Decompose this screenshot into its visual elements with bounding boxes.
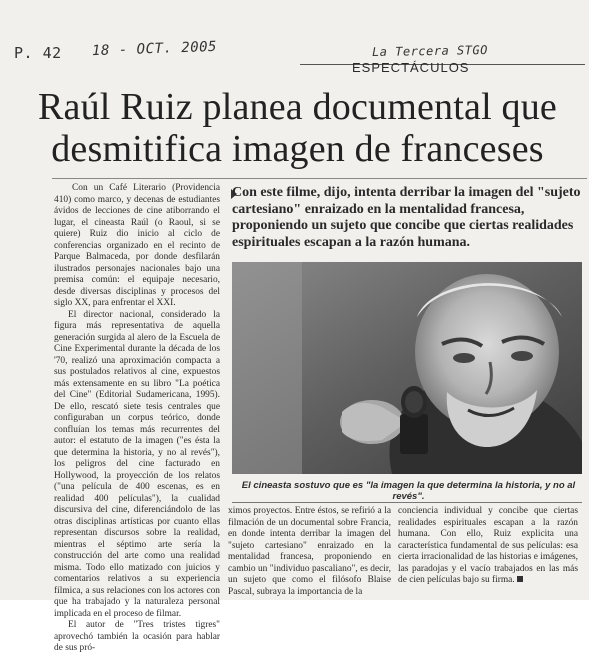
article-paragraph: El director nacional, considerado la figura más representativa de aquella generación surgida al alero de la Escuela de Cine Experimental durante la década de los '70, realizó una aproximación compacta a sus postulados relativos al cine, expuestos más extensamente en su libro "La poética del Cine" (Editorial Sudamericana, 1995). De ello, rescató siete tesis centrales que configuraban un corpus teórico, donde confluían los temas más recurrentes del autor: el estatuto de la imagen ("es ésta la que determina la historia, y no al revés"), los peligros del cine facturado en Hollywood, la proyección de los relatos ("una película de 400 escenas, es en realidad 400 películas"), la cualidad discursiva del cine, diferenciándolo de las otras disciplinas artísticas por cuanto ellas representan discursos sobre la realidad, mientras el séptimo arte sería la construcción del arte como una realidad misma. Todo ello matizado con juicios y comentarios relativos a su experiencia fílmica, a sus relaciones con los actores con que ha trabajado y la naturaleza personal implicada en el proceso de filmar.	[54, 309, 220, 619]
article-paragraph: Con un Café Literario (Providencia 410) como marco, y decenas de estudiantes ávidos de lecciones de cine atiborrando el lugar, el cineasta Raúl (o Raoul, si se quiere) Ruiz dio inicio al ciclo de conferencias organizado en el recinto de Parque Balmaceda, por donde desfilarán ilustrados personajes nacionales bajo una premisa común: el equipaje necesario, desde diversas disciplinas y procesos del siglo XX, para enfrentar el XXI.	[54, 183, 220, 308]
article-paragraph-container	[398, 506, 578, 587]
article-column-right	[398, 506, 578, 604]
article-paragraph: ximos proyectos. Entre éstos, se refirió a la filmación de un documental sobre Francia, en donde intenta derribar la imagen del "sujeto cartesiano" enraizado en la mentalidad francesa, proponiendo en cambio un "individuo pascaliano", es decir, un sujeto que como el filósofo Blaise Pascal, subraya la importancia de la	[228, 506, 391, 597]
handwritten-date: 18 - OCT. 2005	[91, 38, 218, 60]
article-column-middle	[228, 506, 391, 604]
handwritten-source: La Tercera STGO	[371, 42, 488, 60]
portrait-photo-illustration	[232, 262, 582, 474]
pull-quote: Con este filme, dijo, intenta derribar la imagen del "sujeto cartesiano" enraizado en la mentalidad francesa, proponiendo un sujeto que concibe que ciertas realidades espirituales escapan a la razón humana.	[232, 185, 581, 250]
headline: Raúl Ruiz planea documental que desmitifica imagen de franceses	[37, 86, 558, 170]
end-of-article-icon	[517, 576, 523, 582]
handwritten-page-number: P. 42	[14, 44, 62, 62]
article-paragraph: El autor de "Tres tristes tigres" aprovechó también la ocasión para hablar de sus pró-	[54, 620, 220, 653]
caption-divider	[232, 502, 582, 503]
photo-caption: El cineasta sostuvo que es "la imagen la que determina la historia, y no al revés".	[241, 480, 576, 502]
headline-divider	[52, 178, 587, 179]
article-paragraph: conciencia individual y concibe que ciertas realidades espirituales escapan a la razón humana. Con ello, Ruiz explicita una característica fundamental de sus películas: esa cierta irracionalidad de las historias e imágenes, las paradojas y el vacío trabajados en las más de cien películas bajo su firma.	[398, 506, 578, 585]
section-label: ESPECTÁCULOS	[352, 60, 470, 75]
article-photo	[232, 262, 582, 474]
article-column-left	[54, 183, 220, 653]
